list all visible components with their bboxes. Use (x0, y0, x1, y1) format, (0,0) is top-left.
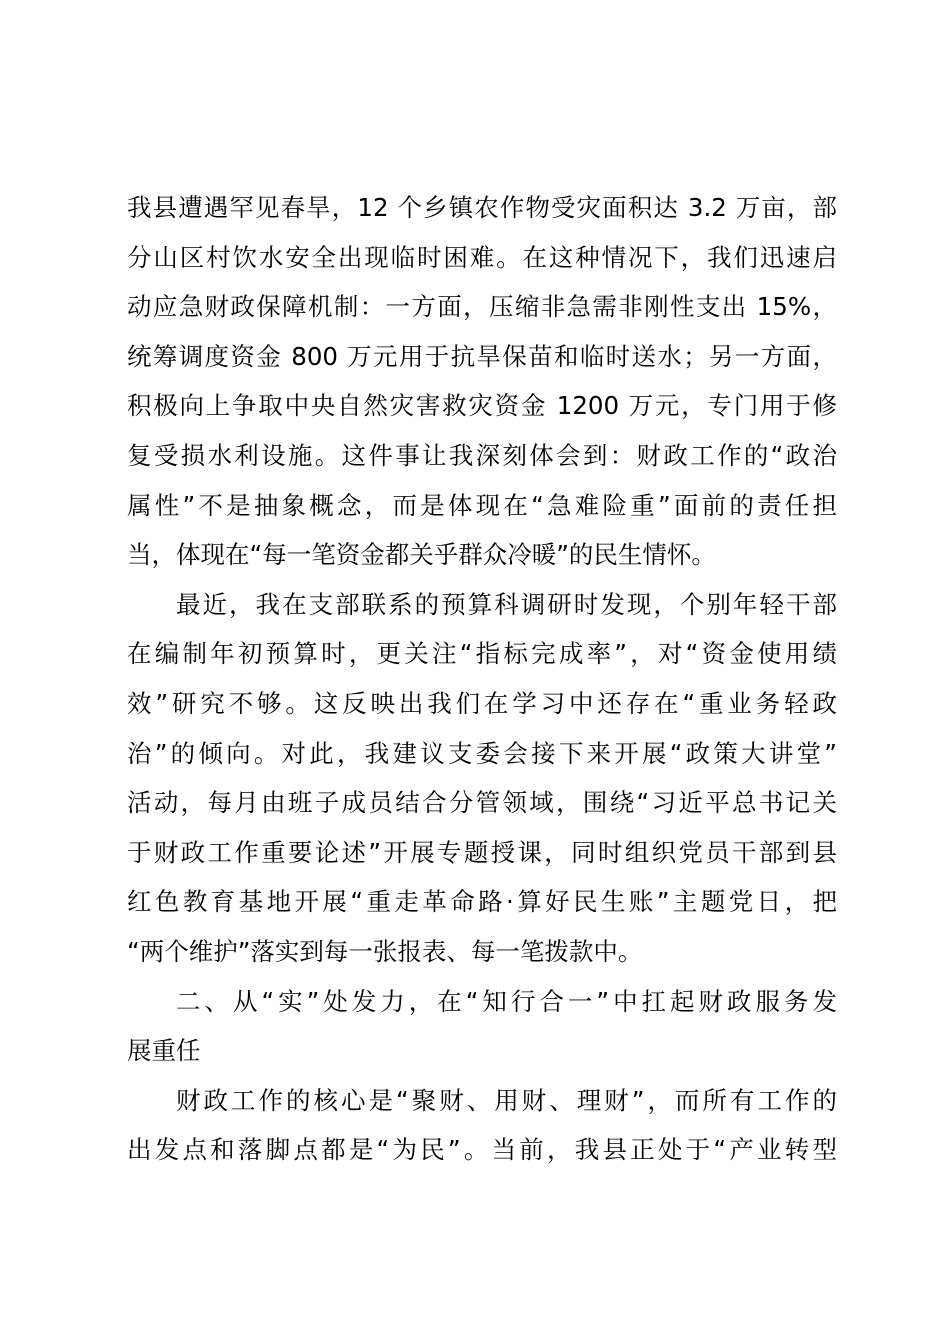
text-line: 分山区村饮水安全出现临时困难。在这种情况下，我们迅速启 (127, 242, 837, 272)
body-text (127, 183, 837, 1175)
text-line: 复受损水利设施。这件事让我深刻体会到：财政工作的“政治 (127, 440, 837, 470)
text-line: 效”研究不够。这反映出我们在学习中还存在“重业务轻政 (127, 688, 837, 718)
text-line: 当，体现在“每一笔资金都关乎群众冷暖”的民生情怀。 (127, 540, 716, 570)
text-line: 在编制年初预算时，更关注“指标完成率”，对“资金使用绩 (127, 639, 837, 669)
text-line: 于财政工作重要论述”开展专题授课，同时组织党员干部到县 (127, 837, 837, 867)
text-line: 最近，我在支部联系的预算科调研时发现，个别年轻干部 (176, 589, 837, 619)
text-line: 活动，每月由班子成员结合分管领域，围绕“习近平总书记关 (127, 788, 837, 818)
text-line: 统筹调度资金 800 万元用于抗旱保苗和临时送水；另一方面， (127, 341, 837, 371)
text-line: 我县遭遇罕见春旱，12 个乡镇农作物受灾面积达 3.2 万亩，部 (127, 193, 837, 222)
section-heading-line: 二、从“实”处发力，在“知行合一”中扛起财政服务发 (176, 986, 837, 1016)
text-line: 出发点和落脚点都是“为民”。当前，我县正处于“产业转型 (127, 1135, 837, 1165)
text-line: 积极向上争取中央自然灾害救灾资金 1200 万元，专门用于修 (127, 391, 837, 421)
text-line: 红色教育基地开展“重走革命路·算好民生账”主题党日，把 (127, 887, 837, 917)
text-line: 动应急财政保障机制：一方面，压缩非急需非刚性支出 15%， (127, 292, 837, 322)
text-line: 治”的倾向。对此，我建议支委会接下来开展“政策大讲堂” (127, 738, 837, 768)
section-heading-line: 展重任 (127, 1036, 201, 1066)
text-line: 财政工作的核心是“聚财、用财、理财”，而所有工作的 (176, 1085, 837, 1115)
text-line: “两个维护”落实到每一张报表、每一笔拨款中。 (127, 936, 643, 966)
text-line: 属性”不是抽象概念，而是体现在“急难险重”面前的责任担 (127, 490, 837, 520)
